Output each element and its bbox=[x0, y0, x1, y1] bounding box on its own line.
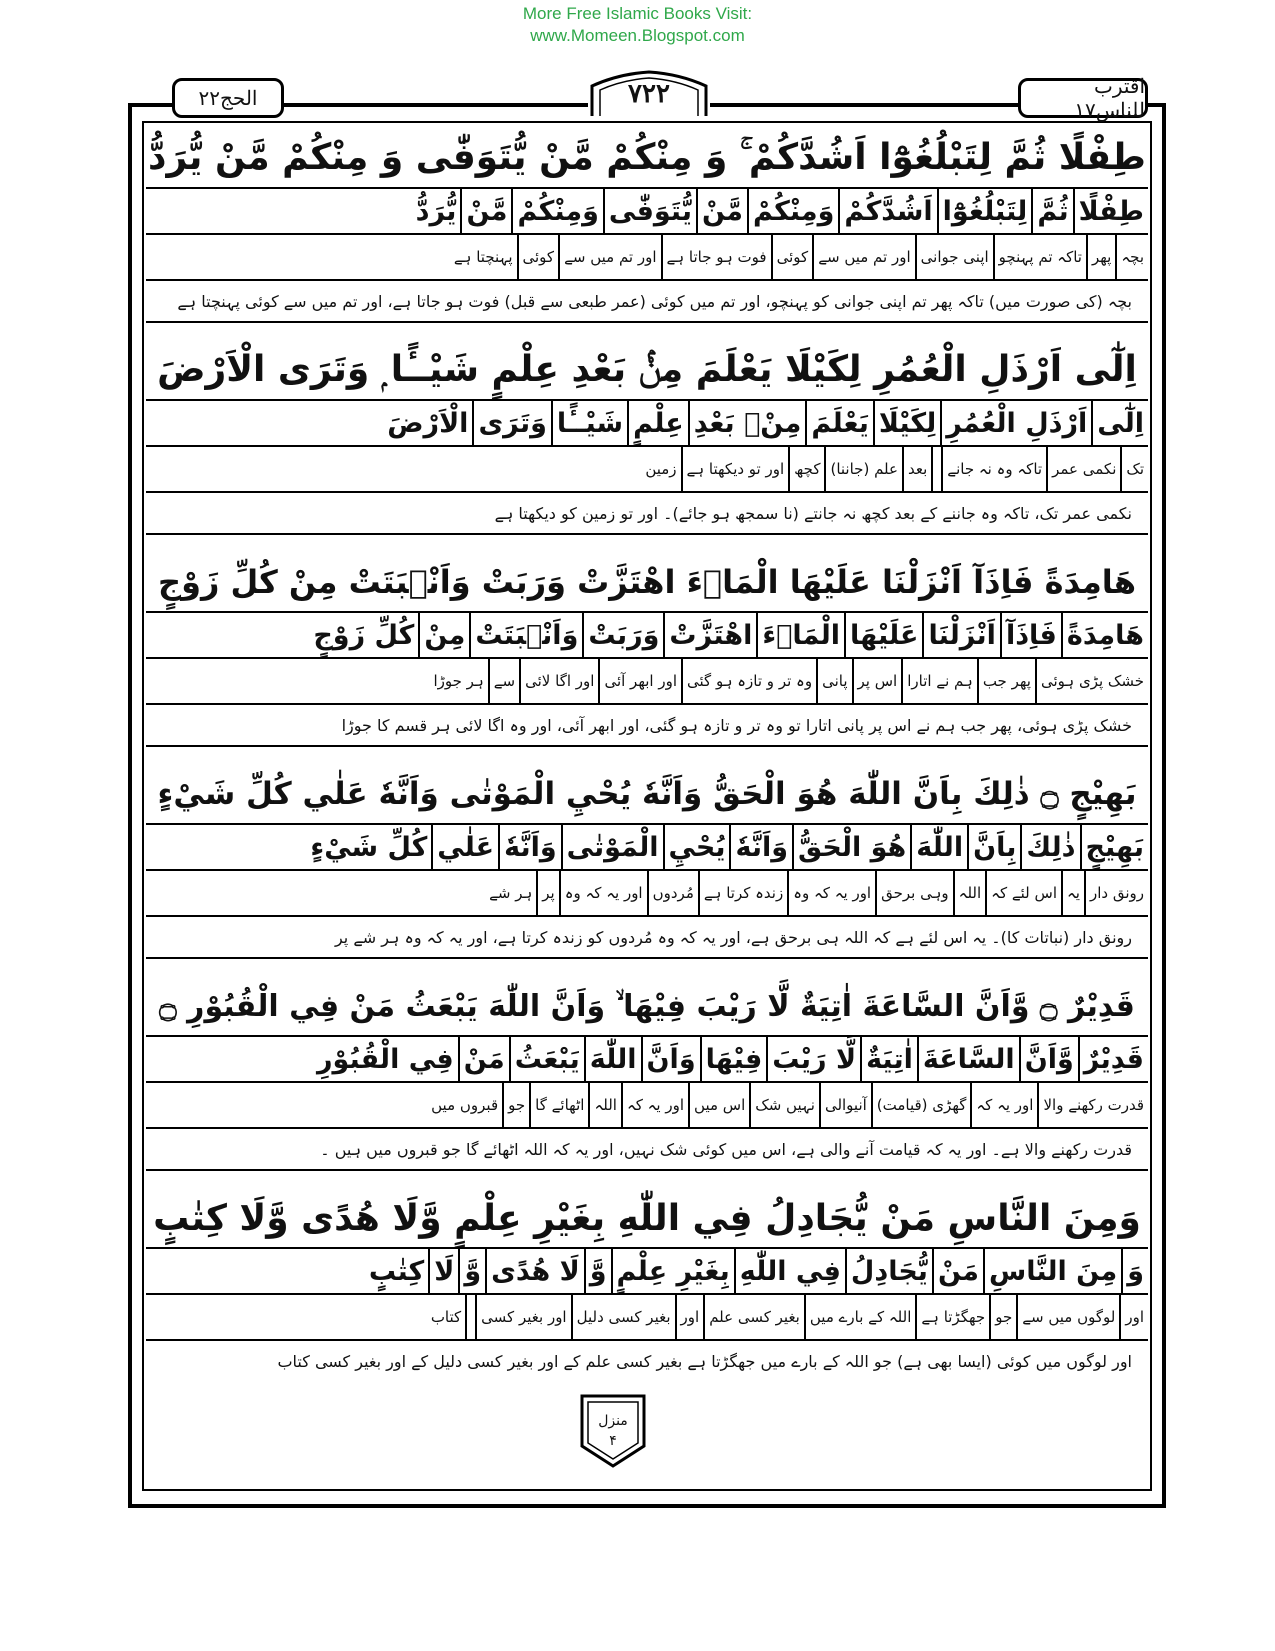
urdu-word-meaning: اور تو دیکھتا ہے bbox=[681, 447, 789, 491]
arabic-word: ذٰلِكَ bbox=[1020, 825, 1079, 869]
arabic-word: اِلٰٓى bbox=[1091, 401, 1148, 445]
arabic-word: مَنْ bbox=[932, 1249, 983, 1293]
urdu-word-meaning bbox=[465, 1295, 475, 1339]
arabic-word: وَمِنْكُمْ bbox=[747, 189, 838, 233]
urdu-word-meaning: اللہ bbox=[588, 1083, 621, 1127]
arabic-word: بِغَيْرِ عِلْمٍ bbox=[611, 1249, 734, 1293]
arabic-word: اللّٰهَ bbox=[910, 825, 967, 869]
arabic-word: عِلْمٍ bbox=[627, 401, 688, 445]
arabic-word: لَّا رَيْبَ bbox=[766, 1037, 860, 1081]
arabic-verse-line: هَامِدَةً فَاِذَآ اَنْزَلْنَا عَلَيْهَا الْمَاۗءَ اهْتَزَّتْ وَرَبَتْ وَاَنْۢبَتَتْ مِنْ كُلِّ زَوْجٍ bbox=[146, 553, 1148, 613]
arabic-word: وَتَرَى bbox=[472, 401, 550, 445]
urdu-word-meaning: اور تم میں سے bbox=[558, 235, 660, 279]
manzil-marker bbox=[578, 1394, 648, 1468]
verse-section bbox=[146, 553, 1148, 747]
urdu-word-meaning: اور اگا لائی bbox=[519, 659, 598, 703]
urdu-word-meaning: زندہ کرتا ہے bbox=[698, 871, 787, 915]
manzil-text bbox=[598, 1411, 628, 1451]
arabic-word: اَنْزَلْنَا bbox=[922, 613, 1000, 657]
urdu-translation-line: اور لوگوں میں کوئی (ایسا بھی ہے) جو اللہ کے بارے میں جھگڑتا ہے بغیر کسی علم کے اور بغیر کسی دلیل کے اور بغیر کسی کتاب bbox=[277, 1351, 1132, 1371]
arabic-word: عَلٰي bbox=[431, 825, 498, 869]
urdu-word-meaning: آنیوالی bbox=[819, 1083, 871, 1127]
arabic-word: وَّ bbox=[458, 1249, 485, 1293]
urdu-word-meaning: نکمی عمر bbox=[1046, 447, 1120, 491]
page-number: ۷۲۲ bbox=[628, 79, 670, 109]
word-meaning-row bbox=[146, 447, 1148, 493]
urdu-word-meaning: جھگڑتا ہے bbox=[915, 1295, 989, 1339]
arabic-word: عَلَيْهَا bbox=[844, 613, 922, 657]
urdu-word-meaning: رونق دار bbox=[1084, 871, 1148, 915]
urdu-word-meaning: وہی برحق bbox=[875, 871, 953, 915]
arabic-word: يُحْيِ bbox=[663, 825, 730, 869]
arabic-word: يُّجَادِلُ bbox=[845, 1249, 932, 1293]
word-meaning-row bbox=[146, 1083, 1148, 1129]
urdu-word-meaning: اور تم میں سے bbox=[812, 235, 914, 279]
urdu-word-meaning: قبروں میں bbox=[431, 1096, 499, 1114]
verse-section bbox=[146, 1189, 1148, 1381]
urdu-word-meaning: ہر جوڑا bbox=[433, 672, 484, 690]
word-by-word-row bbox=[146, 613, 1148, 659]
urdu-word-meaning: زمین bbox=[645, 460, 677, 478]
arabic-word: الْاَرْضَ bbox=[387, 407, 469, 439]
urdu-word-meaning: اور ابھر آئی bbox=[598, 659, 681, 703]
urdu-word-meaning bbox=[931, 447, 941, 491]
urdu-word-meaning: سے bbox=[488, 659, 519, 703]
urdu-word-meaning: نہیں شک bbox=[749, 1083, 819, 1127]
urdu-word-meaning: قدرت رکھنے والا bbox=[1037, 1083, 1148, 1127]
arabic-word: وَاَنَّهٗ bbox=[729, 825, 792, 869]
arabic-verse-line: بَهِيْجٍ ۝ ذٰلِكَ بِاَنَّ اللّٰهَ هُوَ الْحَقُّ وَاَنَّهٗ يُحْيِ الْمَوْتٰى وَاَنَّهٗ عَلٰي كُلِّ شَيْءٍ bbox=[146, 765, 1148, 825]
urdu-word-meaning: کچھ bbox=[788, 447, 824, 491]
urdu-word-meaning: لوگوں میں سے bbox=[1016, 1295, 1119, 1339]
urdu-word-meaning: خشک پڑی ہوئی bbox=[1035, 659, 1148, 703]
arabic-word: فِيْهَا bbox=[700, 1037, 767, 1081]
urdu-word-meaning: بعد bbox=[902, 447, 931, 491]
arabic-word: يَبْعَثُ bbox=[509, 1037, 584, 1081]
word-by-word-row bbox=[146, 401, 1148, 447]
urdu-word-meaning: وہ تر و تازہ ہو گئی bbox=[681, 659, 816, 703]
arabic-word: وَاَنَّ bbox=[641, 1037, 700, 1081]
promo-line-1: More Free Islamic Books Visit: bbox=[522, 4, 753, 23]
word-by-word-row bbox=[146, 189, 1148, 235]
arabic-word: لِكَيْلَا bbox=[873, 401, 940, 445]
arabic-verse-line: وَمِنَ النَّاسِ مَنْ يُّجَادِلُ فِي اللّٰهِ بِغَيْرِ عِلْمٍ وَّلَا هُدًى وَّلَا كِتٰبٍ bbox=[146, 1189, 1148, 1249]
arabic-word: هَامِدَةً bbox=[1061, 613, 1148, 657]
urdu-word-meaning: ہر شے bbox=[489, 884, 533, 902]
arabic-word: مِنْۢ بَعْدِ bbox=[688, 401, 806, 445]
verse-section bbox=[146, 977, 1148, 1171]
urdu-word-meaning: کتاب bbox=[430, 1308, 462, 1326]
arabic-word: وَ bbox=[1121, 1249, 1148, 1293]
arabic-verse-line: طِفْلًا ثُمَّ لِتَبْلُغُوْٓا اَشُدَّكُمْ ۚ وَ مِنْكُمْ مَّنْ يُّتَوَفّٰى وَ مِنْكُمْ مَّنْ يُّرَدُّ bbox=[146, 129, 1148, 189]
arabic-word: الْمَوْتٰى bbox=[561, 825, 663, 869]
surah-label: الحج۲۲ bbox=[198, 86, 258, 110]
arabic-word: وَاَنَّهٗ bbox=[498, 825, 561, 869]
arabic-word: مِنَ النَّاسِ bbox=[983, 1249, 1121, 1293]
verse-section bbox=[146, 129, 1148, 323]
urdu-word-meaning: اللہ bbox=[953, 871, 986, 915]
urdu-translation-line: نکمی عمر تک، تاکہ وہ جاننے کے بعد کچھ نہ جانتے (نا سمجھ ہو جائے)۔ اور تو زمین کو دیکھتا ہے bbox=[146, 493, 1148, 535]
arabic-word: مَّنْ bbox=[696, 189, 747, 233]
urdu-word-meaning: مُردوں bbox=[647, 871, 698, 915]
arabic-word: لَا bbox=[428, 1249, 458, 1293]
urdu-word-meaning: پہنچتا ہے bbox=[453, 248, 513, 266]
urdu-word-meaning: جو bbox=[502, 1083, 529, 1127]
arabic-word: فِي الْقُبُوْرِ bbox=[317, 1043, 454, 1075]
arabic-word: قَدِيْرٌ bbox=[1078, 1037, 1148, 1081]
urdu-word-meaning: اور یہ کہ bbox=[621, 1083, 688, 1127]
urdu-word-meaning: اور bbox=[1119, 1295, 1148, 1339]
urdu-word-meaning: یہ bbox=[1061, 871, 1084, 915]
arabic-word: مَنْ bbox=[458, 1037, 509, 1081]
urdu-word-meaning: بغیر کسی دلیل bbox=[571, 1295, 675, 1339]
urdu-word-meaning: علم (جاننا) bbox=[824, 447, 902, 491]
word-meaning-row bbox=[146, 659, 1148, 705]
arabic-word: وَّ bbox=[584, 1249, 611, 1293]
urdu-word-meaning: اللہ کے بارے میں bbox=[804, 1295, 915, 1339]
urdu-word-meaning: اور یہ کہ وہ bbox=[559, 871, 647, 915]
urdu-word-meaning: ہم نے اتارا bbox=[901, 659, 977, 703]
arabic-word: السَّاعَةَ bbox=[917, 1037, 1019, 1081]
urdu-word-meaning: اور یہ کہ وہ bbox=[787, 871, 875, 915]
arabic-word: فَاِذَآ bbox=[1000, 613, 1061, 657]
page-number-box bbox=[588, 70, 710, 118]
arabic-word: وَرَبَتْ bbox=[582, 613, 663, 657]
arabic-word: وَمِنْكُمْ bbox=[511, 189, 602, 233]
urdu-word-meaning: پھر جب bbox=[977, 659, 1035, 703]
urdu-word-meaning: پانی bbox=[816, 659, 851, 703]
urdu-word-meaning: کوئی bbox=[771, 235, 813, 279]
arabic-word: وَاَنْۢبَتَتْ bbox=[469, 613, 582, 657]
arabic-word: وَّاَنَّ bbox=[1019, 1037, 1078, 1081]
urdu-translation-line: رونق دار (نباتات کا)۔ یہ اس لئے ہے کہ اللہ ہی برحق ہے، اور یہ کہ وہ مُردوں کو زندہ کرتا ہے، اور یہ کہ وہ ہر شے پر bbox=[146, 917, 1148, 959]
arabic-word: مَّنْ bbox=[460, 189, 511, 233]
word-by-word-row bbox=[146, 1249, 1148, 1295]
arabic-word: ثُمَّ bbox=[1031, 189, 1072, 233]
arabic-word: لِتَبْلُغُوْٓا bbox=[937, 189, 1032, 233]
urdu-word-meaning: اس لئے کہ bbox=[985, 871, 1061, 915]
promo-url: www.Momeen.Blogspot.com bbox=[530, 26, 745, 45]
urdu-word-meaning: فوت ہو جاتا ہے bbox=[661, 235, 771, 279]
urdu-word-meaning: اس پر bbox=[852, 659, 902, 703]
arabic-word: بَهِيْجٍ bbox=[1080, 825, 1148, 869]
urdu-word-meaning: اور بغیر کسی bbox=[475, 1295, 570, 1339]
urdu-word-meaning: بغیر کسی علم bbox=[703, 1295, 804, 1339]
urdu-word-meaning: تاکہ وہ نہ جانے bbox=[941, 447, 1046, 491]
urdu-word-meaning: تک bbox=[1120, 447, 1148, 491]
arabic-word: بِاَنَّ bbox=[967, 825, 1020, 869]
urdu-translation-line: خشک پڑی ہوئی، پھر جب ہم نے اس پر پانی اتارا تو وہ تر و تازہ ہو گئی، اور ابھر آئی، اور وہ اگا لائی ہر قسم کا جوڑا bbox=[146, 705, 1148, 747]
urdu-word-meaning: پھر bbox=[1086, 235, 1115, 279]
arabic-word: يُّتَوَفّٰى bbox=[603, 189, 696, 233]
arabic-word: فِي اللّٰهِ bbox=[734, 1249, 845, 1293]
arabic-word: كِتٰبٍ bbox=[368, 1255, 425, 1287]
arabic-word: الْمَاۗءَ bbox=[756, 613, 844, 657]
verse-section bbox=[146, 765, 1148, 959]
urdu-translation-line: قدرت رکھنے والا ہے۔ اور یہ کہ قیامت آنے والی ہے، اس میں کوئی شک نہیں، اور یہ کہ اللہ اٹھائے گا جو قبروں میں ہیں ۔ bbox=[146, 1129, 1148, 1171]
urdu-word-meaning: کوئی bbox=[517, 235, 559, 279]
arabic-verse-line: قَدِيْرٌ ۝ وَّاَنَّ السَّاعَةَ اٰتِيَةٌ لَّا رَيْبَ فِيْهَا ۙ وَاَنَّ اللّٰهَ يَبْعَثُ مَنْ فِي الْقُبُوْرِ ۝ bbox=[146, 977, 1148, 1037]
urdu-word-meaning: اپنی جوانی bbox=[915, 235, 993, 279]
arabic-word: يَعْلَمَ bbox=[805, 401, 873, 445]
arabic-word: طِفْلًا bbox=[1073, 189, 1148, 233]
arabic-word: شَيْــًٔا bbox=[551, 401, 627, 445]
urdu-word-meaning: تاکہ تم پہنچو bbox=[993, 235, 1086, 279]
urdu-translation-line: بچہ (کی صورت میں) تاکہ پھر تم اپنی جوانی کو پہنچو، اور تم میں کوئی (عمر طبعی سے قبل) فوت ہو جاتا ہے، اور تم میں سے کوئی پہنچتا ہے bbox=[146, 281, 1148, 323]
word-meaning-row bbox=[146, 235, 1148, 281]
urdu-word-meaning: اور یہ کہ bbox=[970, 1083, 1037, 1127]
arabic-word: اَرْذَلِ الْعُمُرِ bbox=[940, 401, 1091, 445]
arabic-word: هُوَ الْحَقُّ bbox=[792, 825, 910, 869]
arabic-word: اهْتَزَّتْ bbox=[663, 613, 756, 657]
urdu-word-meaning: اٹھائے گا bbox=[529, 1083, 588, 1127]
urdu-word-meaning: جو bbox=[989, 1295, 1016, 1339]
arabic-word: اٰتِيَةٌ bbox=[860, 1037, 917, 1081]
arabic-word: مِنْ bbox=[418, 613, 469, 657]
manzil-label: منزل bbox=[598, 1413, 628, 1429]
word-meaning-row bbox=[146, 1295, 1148, 1341]
word-meaning-row bbox=[146, 871, 1148, 917]
urdu-word-meaning: بچہ bbox=[1115, 235, 1148, 279]
word-by-word-row bbox=[146, 1037, 1148, 1083]
arabic-verse-line: اِلٰٓى اَرْذَلِ الْعُمُرِ لِكَيْلَا يَعْلَمَ مِنْۢ بَعْدِ عِلْمٍ شَيْــًٔا ۭ وَتَرَى الْاَرْضَ bbox=[146, 341, 1148, 401]
arabic-word: اللّٰهَ bbox=[584, 1037, 641, 1081]
arabic-word: لَا هُدًى bbox=[485, 1249, 584, 1293]
urdu-word-meaning: پر bbox=[536, 871, 558, 915]
arabic-word: كُلِّ زَوْجٍ bbox=[313, 619, 415, 651]
juz-label: اقترب للناس۱۷ bbox=[1074, 74, 1145, 122]
arabic-word: يُّرَدُّ bbox=[415, 195, 457, 227]
word-by-word-row bbox=[146, 825, 1148, 871]
urdu-word-meaning: گھڑی (قیامت) bbox=[871, 1083, 971, 1127]
arabic-word: اَشُدَّكُمْ bbox=[838, 189, 936, 233]
arabic-word: كُلِّ شَيْءٍ bbox=[310, 831, 428, 863]
juz-label-box bbox=[1018, 74, 1148, 122]
surah-label-box bbox=[172, 78, 284, 118]
verse-section bbox=[146, 341, 1148, 535]
urdu-word-meaning: اور bbox=[675, 1295, 704, 1339]
manzil-number: ۴ bbox=[609, 1433, 617, 1449]
urdu-word-meaning: اس میں bbox=[688, 1083, 749, 1127]
